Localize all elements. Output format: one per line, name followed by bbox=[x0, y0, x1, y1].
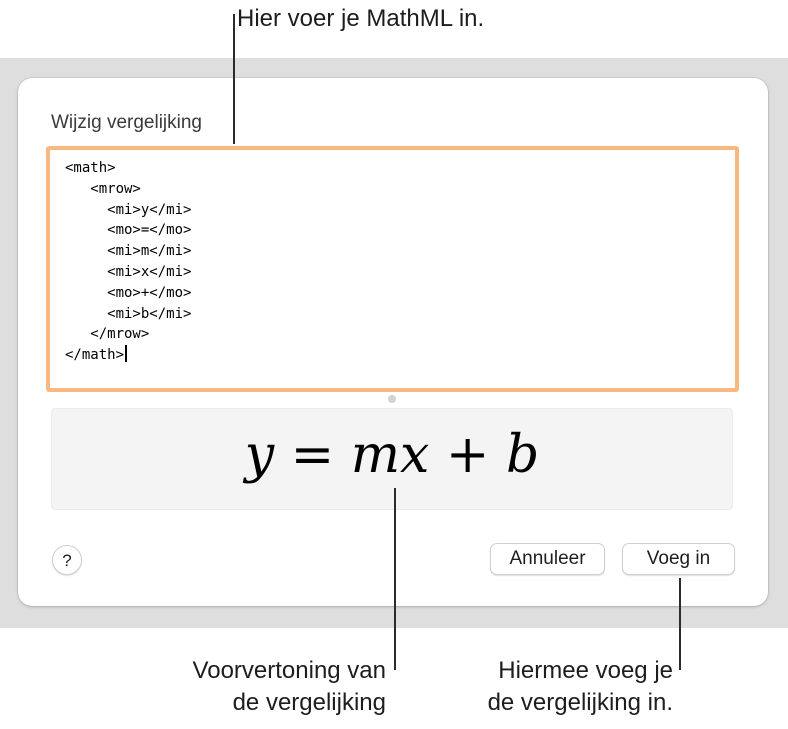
callout-insert bbox=[488, 655, 673, 719]
equation-preview bbox=[51, 408, 733, 510]
dialog-title: Wijzig vergelijking bbox=[51, 112, 202, 133]
code-line: <mi>m</mi> bbox=[65, 243, 192, 260]
callout-insert-line2: de vergelijking in. bbox=[487, 689, 673, 716]
code-line: <math> bbox=[65, 160, 116, 176]
callout-preview bbox=[193, 655, 386, 719]
formula-plus: + bbox=[429, 425, 506, 485]
mathml-code[interactable] bbox=[65, 158, 191, 366]
code-line: <mi>x</mi> bbox=[65, 263, 192, 280]
formula-var-m: m bbox=[350, 425, 401, 485]
code-line: <mi>b</mi> bbox=[65, 305, 192, 322]
code-line: </mrow> bbox=[65, 326, 150, 343]
formula-var-x: x bbox=[400, 425, 430, 485]
callout-line-preview bbox=[394, 488, 396, 670]
callout-editor: Hier voer je MathML in. bbox=[237, 5, 485, 32]
callout-preview-line1: Voorvertoning van bbox=[192, 657, 386, 684]
insert-button[interactable]: Voeg in bbox=[622, 543, 735, 575]
help-button[interactable]: ? bbox=[52, 545, 82, 575]
callout-insert-line1: Hiermee voeg je bbox=[498, 657, 673, 684]
code-line: <mrow> bbox=[65, 180, 141, 197]
resize-handle[interactable] bbox=[388, 395, 396, 403]
code-line: <mi>y</mi> bbox=[65, 201, 192, 218]
formula-var-y: y bbox=[244, 425, 275, 485]
callout-line-insert bbox=[679, 578, 681, 670]
code-line-last bbox=[65, 345, 191, 366]
preview-formula bbox=[52, 425, 732, 485]
mathml-editor[interactable] bbox=[46, 146, 739, 392]
callout-line-editor bbox=[233, 14, 235, 144]
text-caret bbox=[125, 345, 127, 362]
code-line-text: </math> bbox=[65, 347, 125, 364]
code-line: <mo>=</mo> bbox=[65, 222, 192, 239]
code-line: <mo>+</mo> bbox=[65, 284, 192, 301]
cancel-button[interactable]: Annuleer bbox=[490, 543, 605, 575]
callout-preview-line2: de vergelijking bbox=[232, 689, 386, 716]
formula-equals: = bbox=[274, 425, 351, 485]
formula-var-b: b bbox=[506, 425, 540, 485]
